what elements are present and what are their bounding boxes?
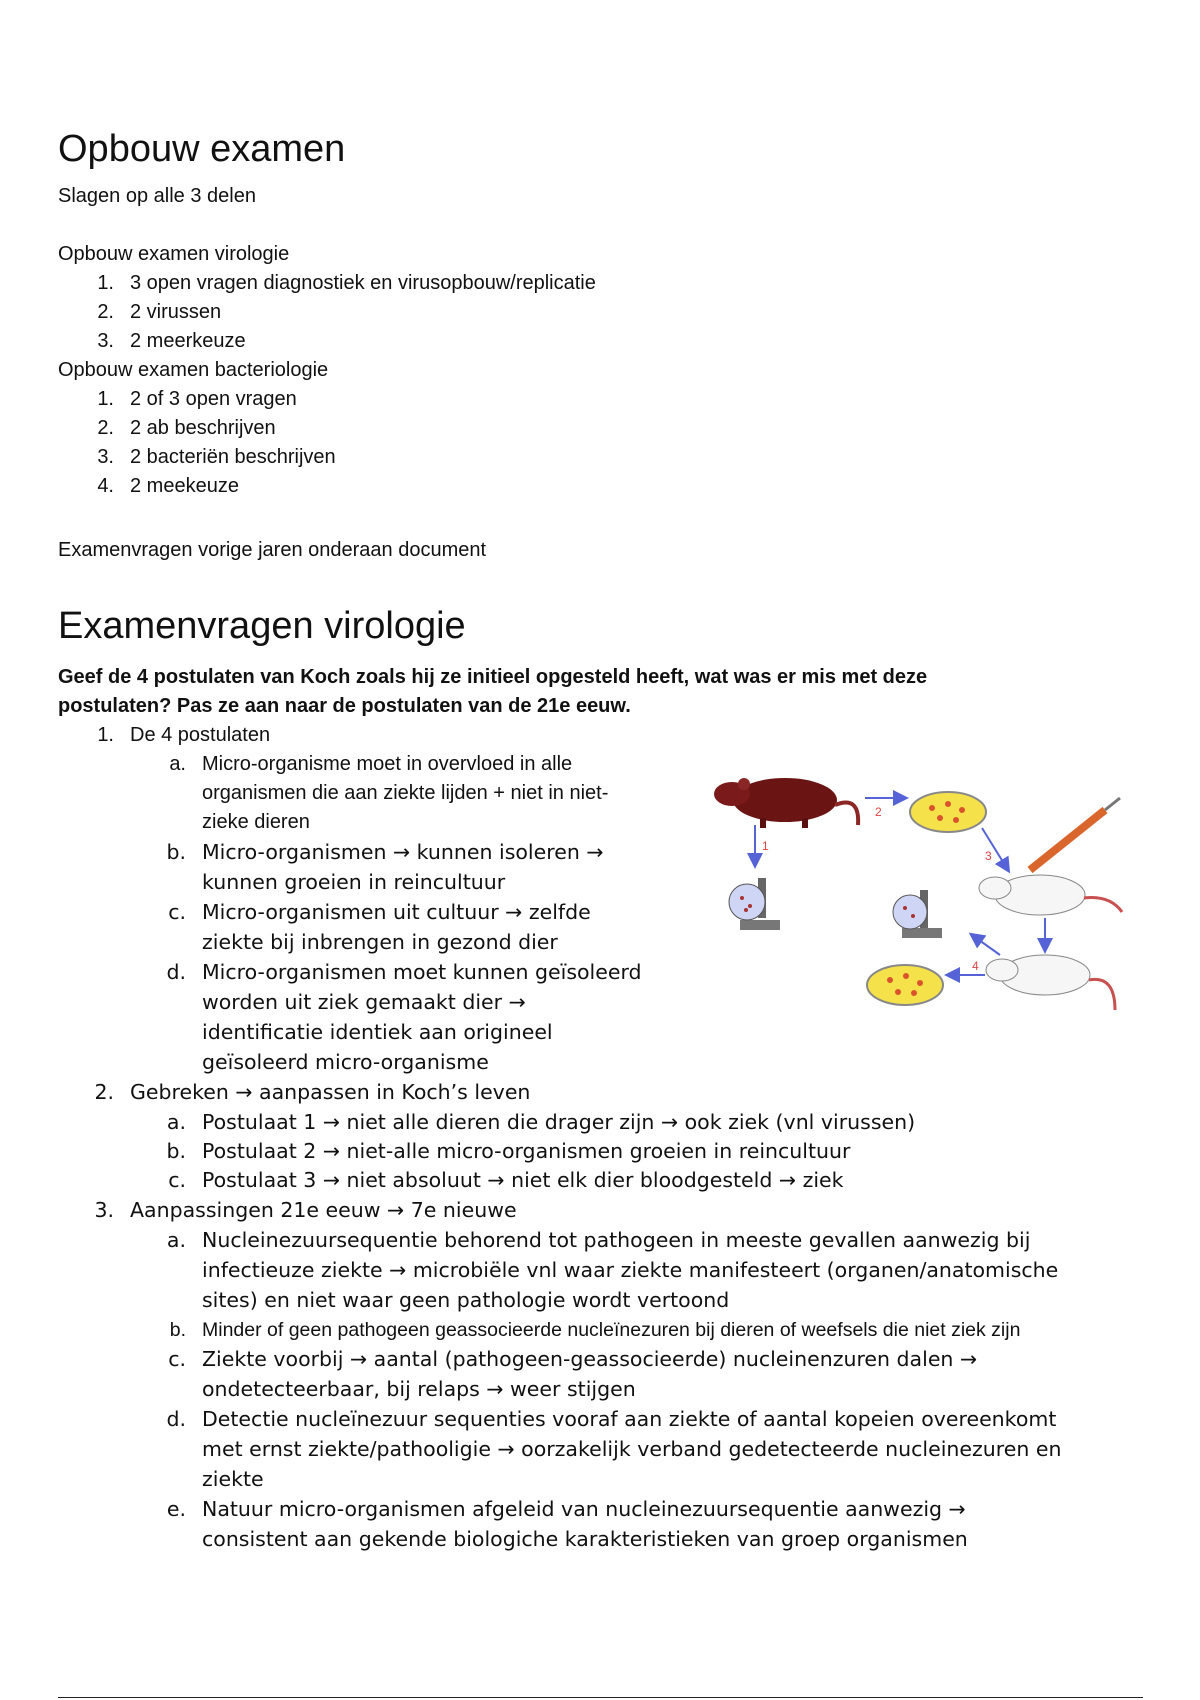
arrow-to-microscope-icon bbox=[972, 935, 1000, 955]
question-line-2: postulaten? Pas ze aan naar de postulaten van de 21e eeuw. bbox=[58, 695, 631, 717]
section-title-examenvragen: Examenvragen virologie bbox=[58, 605, 466, 647]
question-line-1: Geef de 4 postulaten van Koch zoals hij ze initieel opgesteld heeft, wat was er mis met deze bbox=[58, 666, 928, 688]
virologie-heading: Opbouw examen virologie bbox=[58, 243, 290, 265]
subtitle: Slagen op alle 3 delen bbox=[58, 185, 256, 207]
arrow-label-4: 4 bbox=[972, 959, 979, 973]
note-text: Examenvragen vorige jaren onderaan document bbox=[58, 539, 487, 561]
bacteriologie-heading: Opbouw examen bacteriologie bbox=[58, 359, 329, 381]
arrow-label-2: 2 bbox=[875, 805, 882, 819]
arrow-label-3: 3 bbox=[985, 849, 992, 863]
petri-dish-icon bbox=[867, 965, 943, 1005]
arrow-label-1: 1 bbox=[762, 839, 769, 853]
section-title-opbouw: Opbouw examen bbox=[58, 128, 346, 170]
petri-dish-icon bbox=[910, 792, 986, 832]
koch-postulates-figure bbox=[710, 770, 1130, 1040]
healthy-rat-icon bbox=[986, 955, 1115, 1010]
healthy-rat-icon bbox=[979, 875, 1122, 915]
sick-rat-icon bbox=[714, 778, 858, 828]
syringe-icon bbox=[1030, 798, 1120, 870]
page-divider bbox=[58, 1697, 1143, 1698]
microscope-icon bbox=[729, 878, 780, 930]
microscope-icon bbox=[893, 890, 942, 938]
